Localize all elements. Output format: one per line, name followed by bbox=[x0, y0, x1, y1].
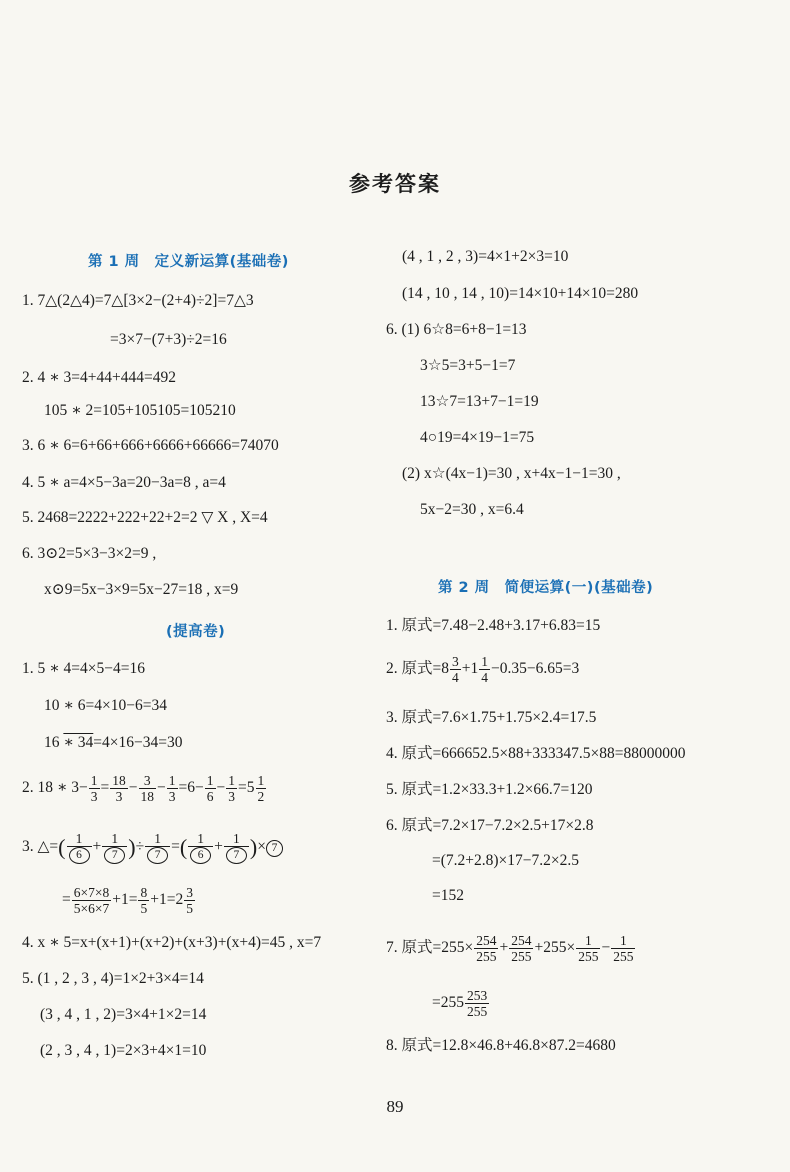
numerator: 1 bbox=[206, 773, 214, 788]
fraction bbox=[611, 933, 635, 964]
circled-number: 6 bbox=[69, 847, 90, 864]
text: 7. 原式=255× bbox=[386, 939, 474, 957]
denominator: 5×6×7 bbox=[73, 901, 110, 916]
text: = bbox=[100, 779, 110, 797]
numerator: 1 bbox=[224, 831, 249, 847]
numerator: 1 bbox=[168, 773, 176, 788]
week2-answer-1: 1. 原式=7.48−2.48+3.17+6.83=15 bbox=[386, 617, 601, 634]
numerator: 3 bbox=[139, 773, 157, 789]
adv-answer-2 bbox=[22, 773, 267, 804]
answer-3: 3. 6 ∗ 6=6+66+666+6666+66666=74070 bbox=[22, 437, 279, 454]
fraction bbox=[167, 773, 178, 804]
denominator: 3 bbox=[115, 789, 123, 804]
fraction bbox=[72, 885, 111, 916]
answer-1-line-1: 1. 7△(2△4)=7△[3×2−(2+4)÷2]=7△3 bbox=[22, 292, 254, 309]
adv-answer-3-line-2 bbox=[62, 885, 196, 916]
fraction bbox=[226, 773, 237, 804]
text: −0.35−6.65=3 bbox=[491, 660, 580, 678]
week2-answer-6-line-3: =152 bbox=[432, 887, 464, 904]
circled-number: 6 bbox=[190, 847, 211, 864]
adv-answer-5-line-2: (3 , 4 , 1 , 2)=3×4+1×2=14 bbox=[40, 1006, 207, 1023]
week2-answer-6-line-2: =(7.2+2.8)×17−7.2×2.5 bbox=[432, 852, 580, 869]
text: 2. 原式=8 bbox=[386, 660, 449, 678]
denominator bbox=[102, 847, 127, 864]
adv-1-3-post: =4×16−34=30 bbox=[93, 734, 183, 751]
answer-5: 5. 2468=2222+222+22+2=2 ▽ X , X=4 bbox=[22, 509, 268, 526]
answer-2-line-2: 105 ∗ 2=105+105105=105210 bbox=[44, 402, 236, 419]
text: = bbox=[62, 891, 71, 909]
numerator: 6×7×8 bbox=[73, 885, 110, 900]
fraction bbox=[89, 773, 100, 804]
denominator: 255 bbox=[578, 949, 599, 964]
numerator: 3 bbox=[452, 654, 459, 669]
text: − bbox=[216, 779, 226, 797]
answer-6-1-line-1: 6. (1) 6☆8=6+8−1=13 bbox=[386, 321, 527, 338]
fraction bbox=[139, 773, 157, 804]
circled-number: 7 bbox=[147, 847, 168, 864]
fraction bbox=[102, 831, 127, 864]
numerator: 1 bbox=[257, 773, 265, 788]
answer-1-line-2: =3×7−(7+3)÷2=16 bbox=[110, 331, 227, 348]
denominator: 3 bbox=[90, 789, 98, 804]
adv-answer-3-line-1: 3. △=( $\frac{1}{6}$ + $\frac{1}{7}$ )÷ $\frac{1}{7}$ =( $\frac{1}{6}$ + $\frac{1}{7}$ )× 7 bbox=[22, 831, 283, 864]
week2-answer-5: 5. 原式=1.2×33.3+1.2×66.7=120 bbox=[386, 781, 593, 798]
denominator: 2 bbox=[257, 789, 265, 804]
text: =6− bbox=[178, 779, 204, 797]
fraction bbox=[256, 773, 267, 804]
circled-number: 7 bbox=[226, 847, 247, 864]
adv-1-3-mid: ∗ 34 bbox=[63, 734, 94, 751]
answer-5-line-5: (14 , 10 , 14 , 10)=14×10+14×10=280 bbox=[402, 285, 639, 302]
denominator: 4 bbox=[481, 670, 488, 685]
answer-6-2-line-1: (2) x☆(4x−1)=30 , x+4x−1−1=30 , bbox=[402, 465, 621, 482]
circled-number: 7 bbox=[104, 847, 125, 864]
fraction bbox=[184, 885, 195, 916]
answer-6-line-2: x⊙9=5x−3×9=5x−27=18 , x=9 bbox=[44, 581, 239, 598]
denominator: 255 bbox=[467, 1004, 488, 1019]
text: 2. 18 ∗ 3− bbox=[22, 779, 88, 797]
week2-heading: 第 2 周 简便运算(一)(基础卷) bbox=[438, 580, 654, 596]
week2-answer-4: 4. 原式=666652.5×88+333347.5×88=88000000 bbox=[386, 745, 686, 762]
numerator: 253 bbox=[467, 988, 488, 1003]
denominator: 5 bbox=[186, 901, 193, 916]
page-title: 参考答案 bbox=[349, 172, 441, 196]
fraction bbox=[474, 933, 498, 964]
text: − bbox=[128, 779, 138, 797]
text: − bbox=[601, 939, 611, 957]
fraction bbox=[138, 885, 149, 916]
denominator bbox=[145, 847, 170, 864]
denominator: 3 bbox=[228, 789, 236, 804]
text: +1= bbox=[112, 891, 138, 909]
text: + bbox=[214, 838, 223, 856]
numerator: 1 bbox=[90, 773, 98, 788]
numerator: 1 bbox=[481, 654, 488, 669]
denominator: 4 bbox=[452, 670, 459, 685]
text: × bbox=[257, 838, 266, 856]
circled-number: 7 bbox=[266, 840, 283, 857]
denominator: 18 bbox=[140, 789, 155, 804]
page-number: 89 bbox=[386, 1097, 404, 1116]
answer-6-1-line-3: 13☆7=13+7−1=19 bbox=[420, 393, 539, 410]
numerator: 3 bbox=[186, 885, 193, 900]
text: +1=2 bbox=[150, 891, 184, 909]
adv-answer-1-line-1: 1. 5 ∗ 4=4×5−4=16 bbox=[22, 660, 146, 677]
advanced-heading: (提高卷) bbox=[166, 624, 226, 640]
adv-answer-4: 4. x ∗ 5=x+(x+1)+(x+2)+(x+3)+(x+4)=45 , x=7 bbox=[22, 934, 322, 951]
denominator: 255 bbox=[476, 949, 497, 964]
fraction bbox=[479, 654, 490, 685]
adv-answer-5-line-1: 5. (1 , 2 , 3 , 4)=1×2+3×4=14 bbox=[22, 970, 204, 987]
denominator: 3 bbox=[168, 789, 176, 804]
week1-heading: 第 1 周 定义新运算(基础卷) bbox=[88, 254, 289, 270]
denominator: 5 bbox=[140, 901, 148, 916]
numerator: 1 bbox=[228, 773, 236, 788]
answer-6-line-1: 6. 3⊙2=5×3−3×2=9 , bbox=[22, 545, 157, 562]
answer-6-2-line-2: 5x−2=30 , x=6.4 bbox=[420, 501, 524, 518]
text: +1 bbox=[461, 660, 479, 678]
numerator: 18 bbox=[112, 773, 126, 788]
text: =5 bbox=[238, 779, 255, 797]
fraction bbox=[465, 988, 489, 1019]
text: ÷ bbox=[135, 838, 145, 856]
text: + bbox=[92, 838, 102, 856]
numerator: 1 bbox=[188, 831, 213, 847]
week2-answer-7-line-1 bbox=[386, 933, 636, 964]
numerator: 1 bbox=[67, 831, 92, 847]
text: = bbox=[171, 838, 180, 856]
fraction bbox=[145, 831, 170, 864]
adv-1-3-pre: 16 bbox=[44, 734, 64, 751]
fraction bbox=[509, 933, 533, 964]
denominator: 255 bbox=[613, 949, 634, 964]
denominator bbox=[188, 847, 213, 864]
week2-answer-8: 8. 原式=12.8×46.8+46.8×87.2=4680 bbox=[386, 1037, 616, 1054]
week2-answer-2 bbox=[386, 654, 579, 685]
fraction bbox=[576, 933, 600, 964]
answer-2-line-1: 2. 4 ∗ 3=4+44+444=492 bbox=[22, 369, 177, 386]
denominator bbox=[224, 847, 249, 864]
answer-6-1-line-4: 4○19=4×19−1=75 bbox=[420, 429, 535, 446]
text: + bbox=[499, 939, 509, 957]
fraction bbox=[188, 831, 213, 864]
numerator: 1 bbox=[611, 933, 635, 949]
answer-6-1-line-2: 3☆5=3+5−1=7 bbox=[420, 357, 516, 374]
text: 3. △= bbox=[22, 838, 59, 856]
adv-answer-5-line-3: (2 , 3 , 4 , 1)=2×3+4×1=10 bbox=[40, 1042, 207, 1059]
numerator: 8 bbox=[140, 885, 148, 900]
denominator: 6 bbox=[206, 789, 214, 804]
week2-answer-7-line-2 bbox=[432, 988, 490, 1019]
fraction bbox=[224, 831, 249, 864]
numerator: 1 bbox=[576, 933, 600, 949]
fraction bbox=[205, 773, 216, 804]
numerator: 1 bbox=[102, 831, 127, 847]
denominator: 255 bbox=[511, 949, 532, 964]
denominator bbox=[67, 847, 92, 864]
text: +255× bbox=[534, 939, 576, 957]
text: − bbox=[157, 779, 166, 797]
adv-answer-1-line-3 bbox=[44, 733, 183, 753]
fraction bbox=[110, 773, 128, 804]
fraction bbox=[450, 654, 461, 685]
numerator: 1 bbox=[145, 831, 170, 847]
numerator: 254 bbox=[511, 933, 532, 948]
text: =255 bbox=[432, 994, 464, 1012]
numerator: 254 bbox=[476, 933, 497, 948]
fraction bbox=[67, 831, 92, 864]
adv-answer-1-line-2: 10 ∗ 6=4×10−6=34 bbox=[44, 697, 168, 714]
answer-4: 4. 5 ∗ a=4×5−3a=20−3a=8 , a=4 bbox=[22, 474, 226, 491]
week2-answer-3: 3. 原式=7.6×1.75+1.75×2.4=17.5 bbox=[386, 709, 597, 726]
week2-answer-6-line-1: 6. 原式=7.2×17−7.2×2.5+17×2.8 bbox=[386, 817, 594, 834]
answer-5-line-4: (4 , 1 , 2 , 3)=4×1+2×3=10 bbox=[402, 248, 569, 265]
